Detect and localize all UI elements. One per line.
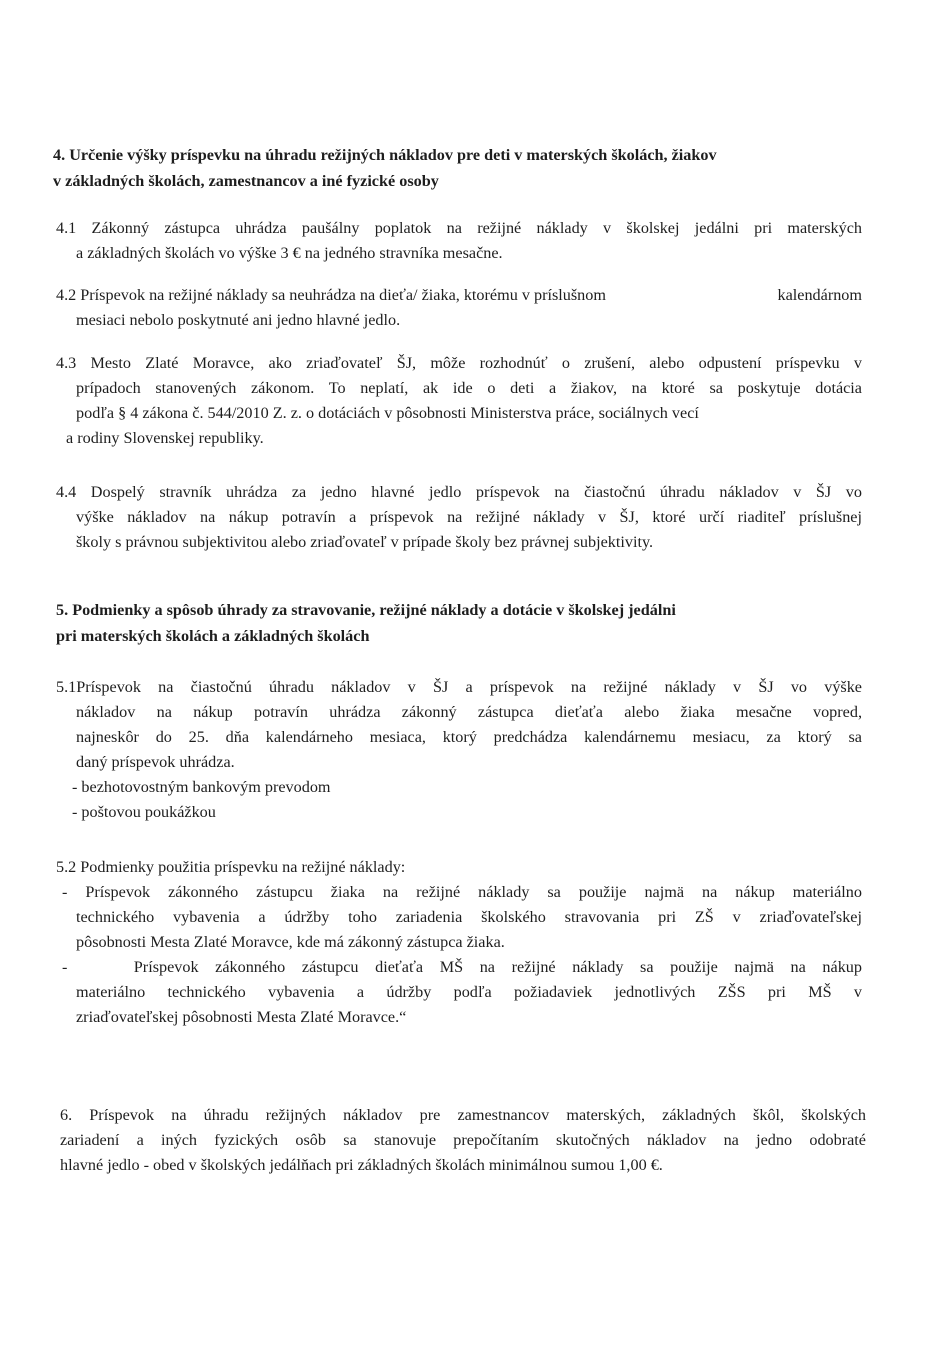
section-5-heading — [56, 597, 876, 649]
paragraph-line: a základných školách vo výške 3 € na jedného stravníka mesačne. — [76, 244, 503, 262]
paragraph-line: 6. Príspevok na úhradu režijných nákladov pre zamestnancov materských, základných škôl, školských — [60, 1106, 866, 1124]
bullet-item: - poštovou poukážkou — [72, 803, 216, 821]
paragraph-line: hlavné jedlo - obed v školských jedálňach pri základných školách minimálnou sumou 1,00 €. — [60, 1156, 663, 1174]
bullet-item: - bezhotovostným bankovým prevodom — [72, 778, 331, 796]
paragraph-line: podľa § 4 zákona č. 544/2010 Z. z. o dotáciách v pôsobnosti Ministerstva práce, sociálnych vecí — [76, 404, 699, 422]
paragraph-5-1 — [56, 675, 862, 825]
paragraph-4-2 — [56, 283, 862, 333]
paragraph-line — [56, 283, 862, 308]
bullet-item: - Príspevok zákonného zástupcu žiaka na režijné náklady sa použije najmä na nákup materiálno — [62, 883, 862, 901]
bullet-item: - Príspevok zákonného zástupcu dieťaťa MŠ na režijné náklady sa použije najmä na nákup — [62, 958, 862, 976]
heading-line: 5. Podmienky a spôsob úhrady za stravovanie, režijné náklady a dotácie v školskej jedálni — [56, 601, 676, 619]
paragraph-line: 5.1Príspevok na čiastočnú úhradu nákladov v ŠJ a príspevok na režijné náklady v ŠJ vo výške — [56, 678, 862, 696]
paragraph-4-4 — [56, 480, 862, 555]
paragraph-text: 4.2 Príspevok na režijné náklady sa neuhrádza na dieťa/ žiaka, ktorému v príslušnom — [56, 286, 606, 304]
paragraph-line: pôsobnosti Mesta Zlaté Moravce, kde má zákonný zástupca žiaka. — [76, 933, 505, 951]
paragraph-line: materiálno technického vybavenia a údržby podľa požiadaviek jednotlivých ZŠS pri MŠ v — [76, 983, 862, 1001]
paragraph-line: 4.1 Zákonný zástupca uhrádza paušálny poplatok na režijné náklady v školskej jedálni pri materských — [56, 219, 862, 237]
paragraph-line: prípadoch stanovených zákonom. To neplatí, ak ide o deti a žiakov, na ktoré sa poskytuje dotácia — [76, 379, 862, 397]
paragraph-text: kalendárnom — [777, 286, 862, 304]
paragraph-line: 4.3 Mesto Zlaté Moravce, ako zriaďovateľ ŠJ, môže rozhodnúť o zrušení, alebo odpustení príspevku v — [56, 354, 862, 372]
paragraph-4-3 — [56, 351, 862, 451]
paragraph-line: daný príspevok uhrádza. — [76, 753, 235, 771]
paragraph-line: najneskôr do 25. dňa kalendárneho mesiaca, ktorý predchádza kalendárnemu mesiacu, za ktorý sa — [76, 728, 862, 746]
paragraph-line: 4.4 Dospelý stravník uhrádza za jedno hlavné jedlo príspevok na čiastočnú úhradu nákladov v ŠJ vo — [56, 483, 862, 501]
section-4-heading — [53, 142, 873, 194]
paragraph-line: mesiaci nebolo poskytnuté ani jedno hlavné jedlo. — [76, 311, 401, 329]
paragraph-6 — [60, 1103, 866, 1178]
heading-line: v základných školách, zamestnancov a iné fyzické osoby — [53, 172, 439, 190]
paragraph-line: technického vybavenia a údržby toho zariadenia školského stravovania pri ZŠ v zriaďovateľskej — [76, 908, 862, 926]
paragraph-line: školy s právnou subjektivitou alebo zriaďovateľ v prípade školy bez právnej subjektivity. — [76, 533, 654, 551]
paragraph-4-1 — [56, 216, 862, 266]
heading-line: 4. Určenie výšky príspevku na úhradu režijných nákladov pre deti v materských školách, žiakov — [53, 146, 717, 164]
paragraph-title: 5.2 Podmienky použitia príspevku na režijné náklady: — [56, 858, 406, 876]
heading-line: pri materských školách a základných školách — [56, 627, 370, 645]
paragraph-line: zariadení a iných fyzických osôb sa stanovuje prepočítaním skutočných nákladov na jedno odobraté — [60, 1131, 866, 1149]
paragraph-line: zriaďovateľskej pôsobnosti Mesta Zlaté Moravce.“ — [76, 1008, 407, 1026]
paragraph-line: a rodiny Slovenskej republiky. — [66, 429, 264, 447]
paragraph-line: nákladov na nákup potravín uhrádza zákonný zástupca dieťaťa alebo žiaka mesačne vopred, — [76, 703, 862, 721]
paragraph-line: výške nákladov na nákup potravín a príspevok na režijné náklady v ŠJ, ktoré určí riaditeľ príslušnej — [76, 508, 862, 526]
paragraph-5-2 — [56, 855, 862, 1030]
